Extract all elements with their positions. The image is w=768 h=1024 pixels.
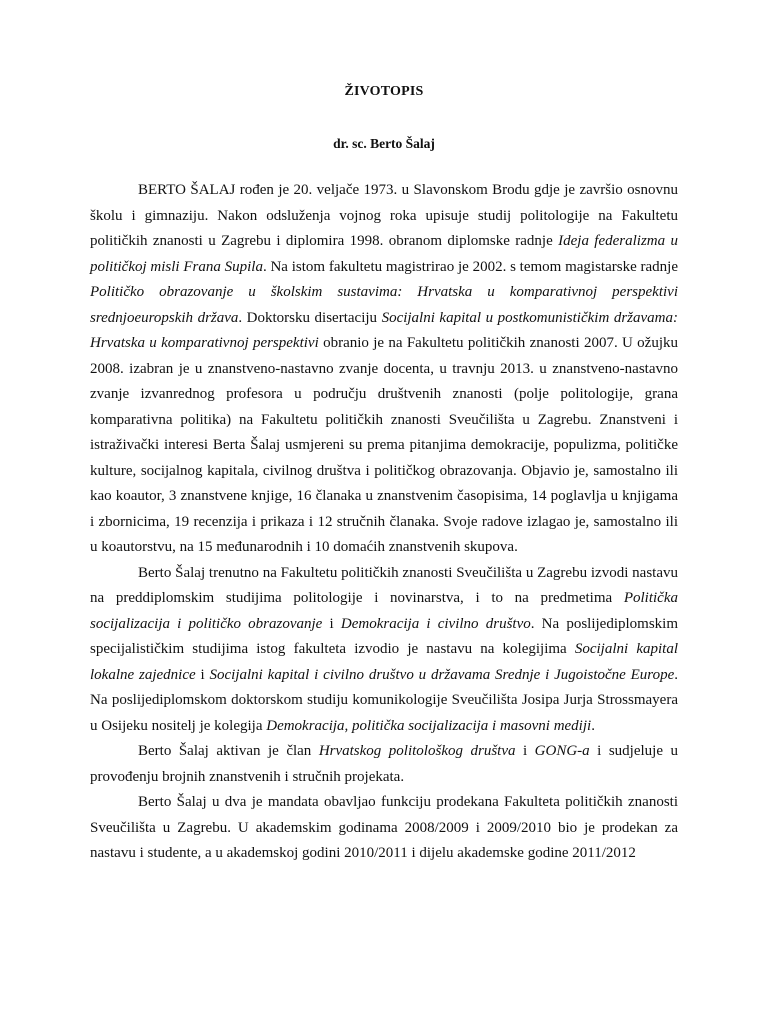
text-run: obranio je na Fakultetu političkih znanosti 2007. U ožujku 2008. izabran je u znanstveno-nastavno zvanje docenta, u travnju 2013. u znanstveno-nastavno zvanje izvanrednog profesora u području društvenih znanosti (polje politologije, grana komparativna politika) na Fakultetu političkih znanosti Sveučilišta u Zagrebu. Znanstveni i istraživački interesi Berta Šalaj usmjereni su prema pitanjima demokracije, populizma, političke kulture, socijalnog kapitala, civilnog društva i političkog obrazovanja. Objavio je, samostalno ili kao koautor, 3 znanstvene knjige, 16 članaka u znanstvenim časopisima, 14 poglavlja u knjigama i zbornicima, 19 recenzija i prikaza i 12 stručnih članaka. Svoje radove izlagao je, samostalno ili u koautorstvu, na 15 međunarodnih i 10 domaćih znanstvenih skupova. bbox=[90, 335, 678, 555]
text-run: i sudjeluje u provođenju brojnih znanstvenih i stručnih projekata. bbox=[90, 743, 679, 785]
document-title: ŽIVOTOPIS bbox=[344, 84, 424, 99]
text-run: Berto Šalaj aktivan je član bbox=[138, 743, 319, 759]
thesis-title-doctoral: Socijalni kapital u postkomunističkim državama: Hrvatska u komparativnoj perspektivi bbox=[90, 309, 678, 351]
paragraph-memberships bbox=[90, 739, 678, 790]
organization-name: GONG-a bbox=[534, 743, 590, 759]
text-run: . bbox=[591, 717, 595, 734]
course-title: Socijalni kapital i civilno društvo u državama Srednje i Jugoistočne Europe bbox=[209, 666, 675, 683]
thesis-title-masters: Političko obrazovanje u školskim sustavima: Hrvatska u komparativnoj perspektivi srednjoeuropskih država bbox=[90, 284, 678, 326]
text-run: i bbox=[322, 615, 341, 632]
course-title: Politička socijalizacija i političko obrazovanje bbox=[90, 590, 678, 632]
document-body bbox=[90, 178, 678, 867]
paragraph-teaching bbox=[90, 561, 678, 740]
text-run: Berto Šalaj trenutno na Fakultetu političkih znanosti Sveučilišta u Zagrebu izvodi nastavu na preddiplomskim studijima politologije i novinarstva, i to na predmetima bbox=[90, 564, 678, 606]
text-run: . Na istom fakultetu magistrirao je 2002. s temom magistarske radnje bbox=[262, 258, 678, 275]
paragraph-administration bbox=[90, 790, 678, 867]
organization-name: Hrvatskog politološkog društva bbox=[318, 743, 516, 759]
text-run: BERTO ŠALAJ rođen je 20. veljače 1973. u Slavonskom Brodu gdje je završio osnovnu školu i gimnaziju. Nakon odsluženja vojnog roka upisuje studij politologije na Fakultetu političkih znanosti u Zagrebu i diplomira 1998. obranom diplomske radnje bbox=[90, 182, 678, 249]
paragraph-biography bbox=[90, 178, 678, 561]
text-run: i bbox=[195, 666, 210, 683]
text-run: . Na poslijediplomskim specijalističkim studijima istog fakulteta izvodio je nastavu na kolegijima bbox=[90, 615, 679, 657]
text-run: i bbox=[515, 743, 535, 759]
thesis-title-diploma: Ideja federalizma u političkoj misli Frana Supila bbox=[90, 233, 678, 275]
course-title: Demokracija, politička socijalizacija i masovni mediji bbox=[266, 717, 592, 734]
course-title: Socijalni kapital lokalne zajednice bbox=[90, 641, 678, 683]
course-title: Demokracija i civilno društvo bbox=[340, 615, 531, 632]
text-run: . Na poslijediplomskom doktorskom studiju komunikologije Sveučilišta Josipa Jurja Strossmayera u Osijeku nositelj je kolegija bbox=[90, 666, 678, 734]
text-run: . Doktorsku disertaciju bbox=[238, 309, 382, 326]
text-run: Berto Šalaj u dva je mandata obavljao funkciju prodekana Fakulteta političkih znanosti Sveučilišta u Zagrebu. U akademskim godinama 2008/2009 i 2009/2010 bio je prodekan za nastavu i studente, a u akademskoj godini 2010/2011 i dijelu akademske godine 2011/2012 bbox=[90, 794, 678, 861]
document-subtitle: dr. sc. Berto Šalaj bbox=[333, 136, 435, 151]
